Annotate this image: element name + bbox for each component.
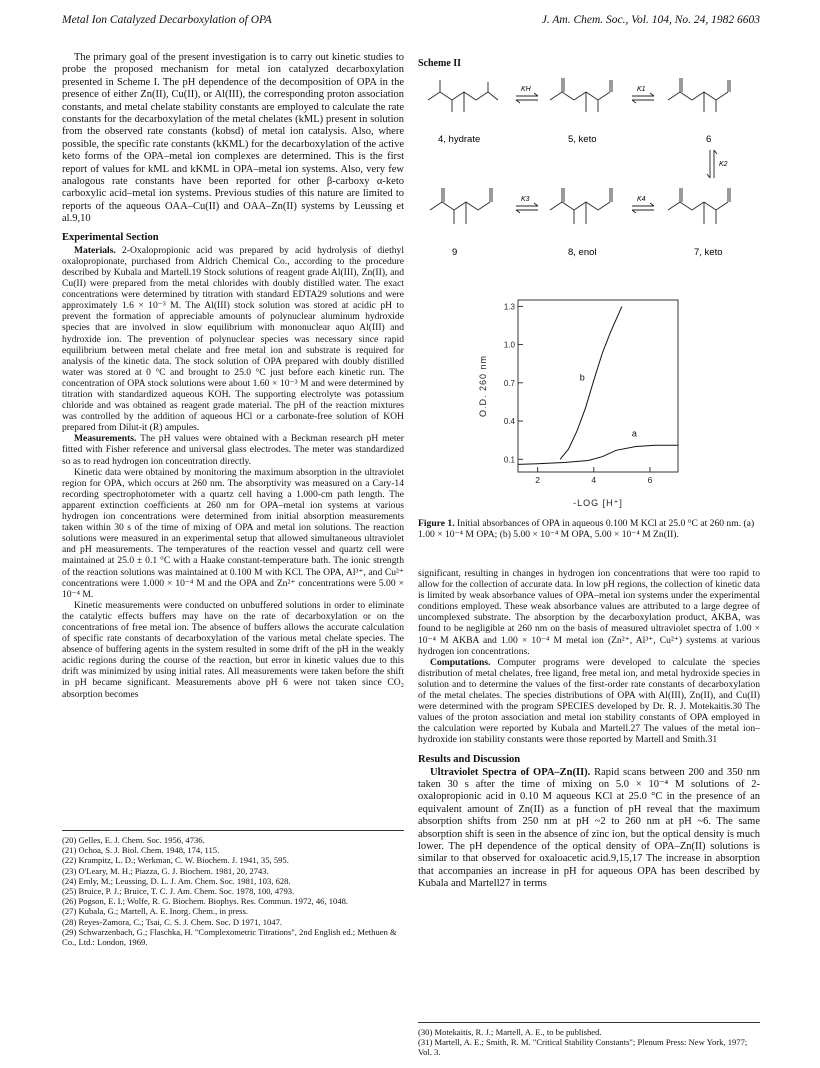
- uv-text: Rapid scans between 200 and 350 nm taken 30 s after the time of mixing on 5.0 × 10⁻⁴ M solutions of 2-oxalopropionic acid in 0.10 M aqueous KCl at 25.0 °C in the presence of an equivalent amount of Zn(II) as a function of pH reveal that the maximum absorption shifts from 250 nm at pH ~2 to 260 nm at pH ~6. The same absorption shift is seen in the absence of zinc ion, but the optical density is much lower. The pH dependence of the optical density of OPA–Zn(II) solutions is similar to that observed for oxaloacetic acid.9,15,17 The increase in absorption that accompanies an increase in pH for aqueous OPA has been described by Kubala and Martell27 in terms: [418, 766, 760, 890]
- computations-text: Computer programs were developed to calculate the species distribution of metal chelates, free ligand, free metal ion, and metal hydroxide species in solution and to determine the values of the first-order rate constants of decarboxylation of the metal chelates. The species distributions of OPA with Al(III), Zn(II), and Cu(II) were determined with the program SPECIES developed by Dr. R. J. Motekaitis.30 The values of the proton association and metal ion stability constants of OPA employed in the calculation were reported by Kubala and Martell.27 The values of the metal ion–hydroxide ion stability constants were those reported by Martell and Smith.31: [418, 656, 760, 746]
- reference-item: (24) Emly, M.; Leussing, D. L. J. Am. Chem. Soc. 1981, 103, 628.: [62, 875, 291, 886]
- reference-item: (28) Reyes-Zamora, C.; Tsai, C. S. J. Chem. Soc. D 1971, 1047.: [62, 916, 283, 927]
- y-tick-label: 0.1: [503, 455, 515, 465]
- y-tick-label: 0.4: [503, 417, 515, 427]
- scheme-k1: K1: [637, 86, 646, 93]
- running-header-title: Metal Ion Catalyzed Decarboxylation of OPA: [62, 14, 272, 26]
- reference-item: (29) Schwarzenbach, G.; Flaschka, H. "Complexometric Titrations", 2nd English ed.; Methuen & Co., Ltd.: London, 1969.: [62, 926, 397, 948]
- series-label-a: a: [631, 428, 637, 439]
- series-line-a: [518, 445, 678, 464]
- scheme-k4: K4: [637, 196, 646, 203]
- measurements-paragraph: [62, 433, 404, 466]
- reference-item: (21) Ochoa, S. J. Biol. Chem. 1948, 174, 115.: [62, 845, 220, 856]
- scheme-label-7: 7, keto: [694, 247, 723, 258]
- measurements-text: The pH values were obtained with a Beckman research pH meter fitted with Fisher reference and universal glass electrodes. The meter was standardized so as to read hydrogen ion concentration directly.: [62, 433, 404, 467]
- figure-caption-text: Initial absorbances of OPA in aqueous 0.100 M KCl at 25.0 °C at 260 nm. (a) 1.00 × 10⁻⁴ M OPA; (b) 5.00 × 10⁻⁴ M OPA, 5.00 × 10⁻⁴ M Zn(II).: [418, 518, 755, 540]
- x-tick-label: 2: [535, 475, 541, 485]
- references-left: [62, 830, 404, 947]
- references-right: [418, 1022, 760, 1058]
- reference-item: (30) Motekaitis, R. J.; Martell, A. E., to be published.: [418, 1027, 602, 1037]
- scheme-label-5: 5, keto: [568, 134, 597, 145]
- x-tick-label: 4: [591, 475, 597, 485]
- reference-item: (25) Bruice, P. J.; Bruice, T. C. J. Am. Chem. Soc. 1978, 100, 4793.: [62, 886, 295, 897]
- kinetic-paragraph-1: Kinetic data were obtained by monitoring the maximum absorption in the ultraviolet region for OPA, which occurs at 260 nm. The absorptivity was measured on a Cary-14 recording spectrophotometer with a quartz cell having a 1.000-cm path length. The apparent extinction coefficients at 260 nm for OPA–metal ion systems at various hydrogen ion concentrations were determined from initial absorption measurements taken within 30 s of the time of mixing of OPA and metal ion solutions. The reaction solutions were measured in an experimental setup that allowed simultaneous ultraviolet and pH measurements. The temperatures of the reaction vessel and quartz cell were maintained at 25.0 ± 0.1 °C with a Haake constant-temperature bath. The ionic strength of the reaction solutions was maintained at 0.100 M with KCl. The OPA, Al³⁺, and Cu²⁺ concentrations were 1.000 × 10⁻⁴ M and the OPA and Zn²⁺ concentrations were 5.00 × 10⁻⁴ M.: [62, 466, 404, 600]
- materials-head: Materials.: [74, 244, 116, 256]
- figure-caption-head: Figure 1.: [418, 518, 455, 529]
- section-title-experimental: Experimental Section: [62, 231, 159, 243]
- kinetic-paragraph-2: Kinetic measurements were conducted on unbuffered solutions in order to eliminate the catalytic effects buffers may have on the rate of decarboxylation or on the concentrations of free metal ion. The absence of buffers allows the accurate calculation of specific rate constants of decarboxylation of the various metal chelate species. The absence of buffering agents in the system resulted in some drift of the pH in the weakly acidic regions during the course of the reaction, but error in kinetic values due to this drift was minimized by using initial rates. All measurements were taken before the shift in pH became significant. Measurements above pH 6 were not taken since CO₂ absorption becomes: [62, 599, 404, 700]
- scheme-label-8: 8, enol: [568, 247, 597, 258]
- right-column: [418, 568, 760, 891]
- series-line-b: [560, 306, 622, 459]
- reference-item: (20) Gelles, E. J. Chem. Soc. 1956, 4736.: [62, 835, 205, 845]
- section-title-results: Results and Discussion: [418, 753, 521, 765]
- scheme-label-4: 4, hydrate: [438, 134, 481, 145]
- right-para-1: significant, resulting in changes in hydrogen ion concentrations that were too rapid to allow for the collection of accurate data. In low pH regions, the collection of kinetic data is limited by weak absorbance values of OPA–metal ion systems under the experimental conditions employed. These weak absorbance values are attributed to a large degree of uncomplexed substrate. The absorption by the decarboxylation product, AKBA, was found to be negligible at 260 nm on the basis of measured ultraviolet spectra of 1.00 × 10⁻⁴ M AKBA and 1.00 × 10⁻⁴ M metal ion (Zn²⁺, Al³⁺, Cu²⁺) systems at various hydrogen ion concentrations.: [418, 568, 760, 657]
- y-axis-label: O.D. 260 nm: [478, 354, 488, 418]
- running-header-journal: J. Am. Chem. Soc., Vol. 104, No. 24, 1982 6603: [541, 14, 760, 26]
- reference-item: (26) Pogson, E. I.; Wolfe, R. G. Biochem. Biophys. Res. Commun. 1972, 46, 1048.: [62, 896, 349, 907]
- figure-caption: [418, 518, 760, 540]
- intro-paragraph: The primary goal of the present investigation is to carry out kinetic studies to probe the proposed mechanism for metal ion catalyzed decarboxylation presented in Scheme I. The pH dependence of the decomposition of OPA in the presence of either Zn(II), Cu(II), or Al(III), the corresponding proton association constants, and metal chelate stability constants are employed to calculate the rate constants for the decarboxylation of the metal chelates (kML) present in solution from the observed rate constants (kobsd) of metal ion catalysis. Also, where possible, the specific rate constants (kKML) for the decarboxylation of the active keto forms of the OPA–metal ion complexes are determined. This is the first report of values for kML and kKML in OPA–metal ion systems. Also, very few analogous rate constants have been reported for other β-carboxy α-keto carboxylic acid–metal ion systems. Previous studies of this nature are limited to reports of the aqueous OAA–Cu(II) and OAA–Zn(II) systems by Leussing et al.9,10: [62, 52, 404, 225]
- scheme-k2: K2: [719, 161, 728, 168]
- materials-text: 2-Oxalopropionic acid was prepared by acid hydrolysis of diethyl oxalopropionate, purchased from Aldrich Chemical Co., according to the procedure described by Kubala and Martell.19 Stock solutions of reagent grade Al(III), Zn(II), and Cu(II) were prepared from the metal chlorides with doubly distilled water. The exact concentrations were determined by titration with standard EDTA29 solutions and were approximately 1.6 × 10⁻³ M. The Al(III) stock solution was stored at acidic pH to prevent the formation of appreciable amounts of polynuclear aluminum hydroxide species that are involved in slow equilibrium with mononuclear aquo Al(III) and hydroxide ion. The prevention of polynuclear species was necessary since rapid equilibrium between metal chelate and free metal ion and substrate is required for analysis of the kinetic data. The stock solution of OPA prepared with doubly distilled water was stored at 0 °C and brought to 25.0 °C just before each kinetic run. The concentration of OPA stock solutions were about 1.60 × 10⁻³ M and were determined by titration with standardized aqueous KOH. The supporting electrolyte was potassium chloride and was obtained as reagent grade material. The pH of the reaction mixtures was controlled by the addition of aqueous HCl or a carbonate-free solution of KOH prepared from Dilut-it (R) ampules.: [62, 244, 404, 434]
- figure-1-chart: [470, 292, 700, 510]
- scheme-diagram: [418, 70, 760, 282]
- reference-item: (27) Kubala, G.; Martell, A. E. Inorg. Chem., in press.: [62, 906, 249, 917]
- x-tick-label: 6: [647, 475, 653, 485]
- y-tick-label: 1.3: [503, 302, 515, 312]
- scheme-label-6: 6: [706, 134, 712, 145]
- reference-item: (22) Krampitz, L. D.; Werkman, C. W. Biochem. J. 1941, 35, 595.: [62, 855, 289, 866]
- materials-paragraph: [62, 245, 404, 434]
- y-tick-label: 0.7: [503, 378, 515, 388]
- reference-item: (31) Martell, A. E.; Smith, R. M. "Critical Stability Constants"; Plenum Press: New York, 1977; Vol. 3.: [418, 1037, 748, 1058]
- scheme-k3: K3: [521, 196, 530, 203]
- computations-paragraph: [418, 657, 760, 746]
- series-label-b: b: [579, 372, 585, 383]
- x-axis-label: -LOG [H⁺]: [573, 498, 623, 508]
- scheme-title: Scheme II: [418, 58, 462, 69]
- uv-head: Ultraviolet Spectra of OPA–Zn(II).: [430, 766, 591, 778]
- measurements-head: Measurements.: [74, 433, 137, 445]
- reference-item: (23) O'Leary, M. H.; Piazza, G. J. Biochem. 1981, 20, 2743.: [62, 865, 269, 876]
- scheme-structures: [428, 78, 730, 224]
- uv-paragraph: [418, 767, 760, 891]
- scheme-label-9: 9: [452, 247, 458, 258]
- left-column: [62, 52, 404, 700]
- computations-head: Computations.: [430, 656, 491, 668]
- plot-frame: [518, 300, 678, 472]
- scheme-kh: KH: [521, 86, 531, 93]
- y-tick-label: 1.0: [503, 340, 515, 350]
